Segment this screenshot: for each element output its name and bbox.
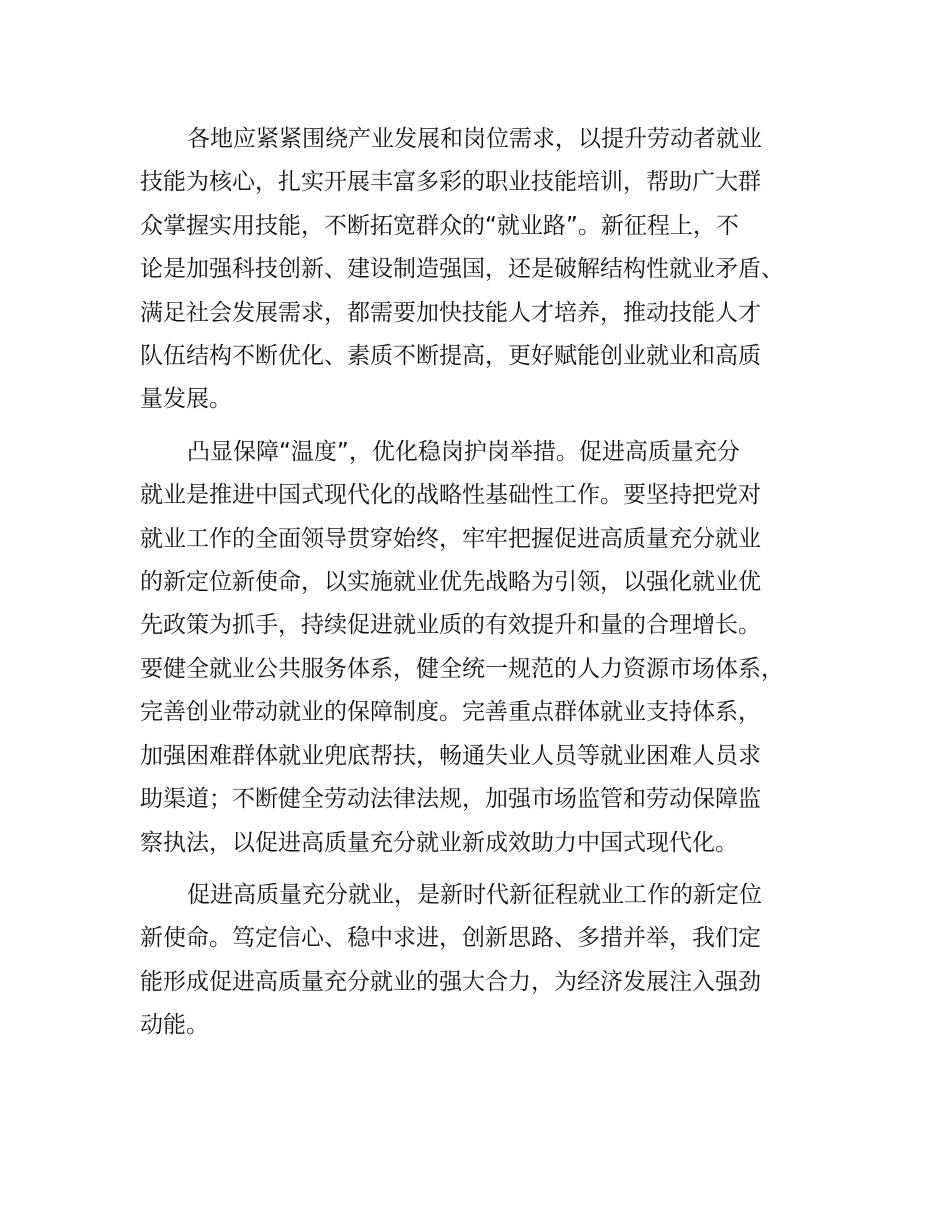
text-line: 就业工作的全面领导贯穿始终，牢牢把握促进高质量充分就业 [140,525,761,552]
text-line: 察执法，以促进高质量充分就业新成效助力中国式现代化。 [140,829,738,856]
paragraph-employment-security [140,431,820,865]
text-line: 队伍结构不断优化、素质不断提高，更好赋能创业就业和高质 [140,343,761,370]
text-line: 量发展。 [140,386,232,413]
text-line: 完善创业带动就业的保障制度。完善重点群体就业支持体系， [140,699,761,726]
text-line: 动能。 [140,1012,209,1039]
document-body [140,118,820,1057]
text-line: 满足社会发展需求，都需要加快技能人才培养，推动技能人才 [140,299,761,326]
paragraph-conclusion [140,874,820,1048]
text-line: 要健全就业公共服务体系，健全统一规范的人力资源市场体系， [140,655,784,682]
text-line: 各地应紧紧围绕产业发展和岗位需求，以提升劳动者就业 [187,126,762,152]
text-line: 促进高质量充分就业，是新时代新征程就业工作的新定位 [187,881,762,908]
text-line: 助渠道；不断健全劳动法律法规，加强市场监管和劳动保障监 [140,786,761,813]
text-line: 新使命。笃定信心、稳中求进，创新思路、多措并举，我们定 [140,925,761,952]
text-line: 就业是推进中国式现代化的战略性基础性工作。要坚持把党对 [140,482,761,509]
text-line: 的新定位新使命，以实施就业优先战略为引领，以强化就业优 [140,569,761,596]
text-line: 加强困难群体就业兜底帮扶，畅通失业人员等就业困难人员求 [140,742,761,769]
text-line: 先政策为抓手，持续促进就业质的有效提升和量的合理增长。 [140,612,761,639]
text-line: 技能为核心，扎实开展丰富多彩的职业技能培训，帮助广大群 [140,169,761,196]
text-line: 论是加强科技创新、建设制造强国，还是破解结构性就业矛盾、 [140,256,784,283]
text-line: 能形成促进高质量充分就业的强大合力，为经济发展注入强劲 [140,968,761,995]
text-line: 众掌握实用技能，不断拓宽群众的“就业路”。新征程上，不 [140,212,739,239]
text-line: 凸显保障“温度”，优化稳岗护岗举措。促进高质量充分 [187,438,740,465]
paragraph-skills-training [140,118,820,422]
